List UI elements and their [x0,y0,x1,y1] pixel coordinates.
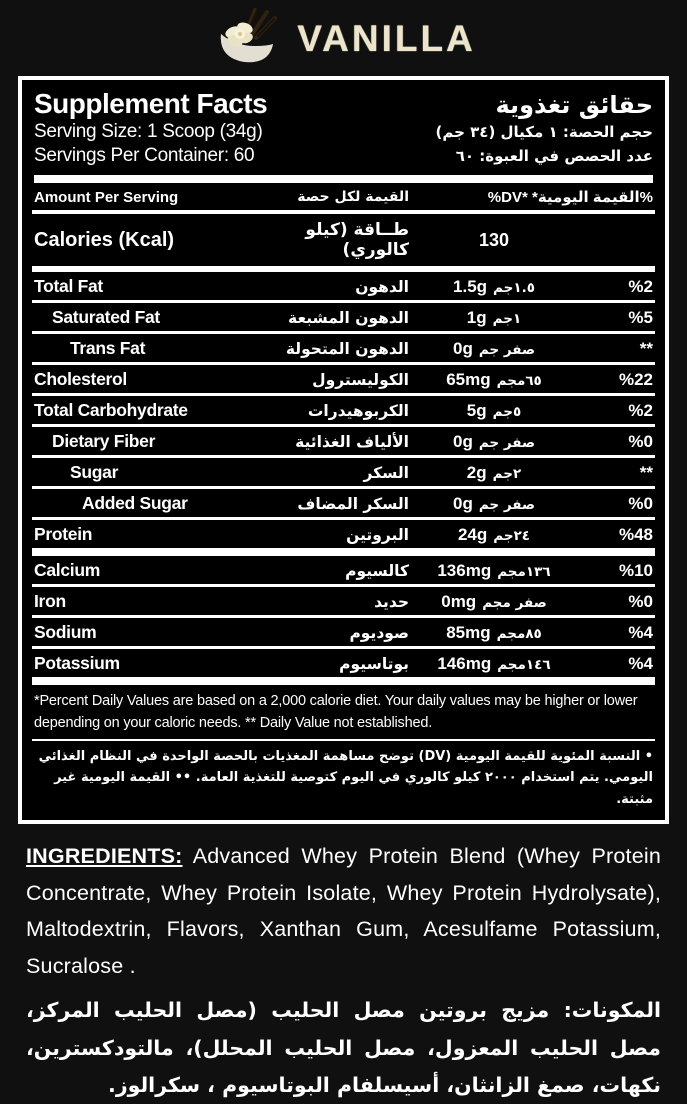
nutrient-amount-ar: ٥جم [492,403,522,420]
nutrient-name-en: Trans Fat [70,338,146,358]
nutrient-amount [409,277,579,297]
nutrient-amount-ar: ٨٥مجم [496,625,542,642]
nutrient-amount-en: 1.5g [453,276,488,296]
flavor-header [0,0,687,72]
nutrient-row [32,365,655,396]
nutrient-row [32,427,655,458]
nutrient-dv: %4 [628,622,653,642]
nutrient-name-en: Total Carbohydrate [34,400,188,420]
ingredients-text-ar: مزيج بروتين مصل الحليب (مصل الحليب المركز، مصل الحليب المعزول، مصل الحليب المحلل)، مالتودكسترين، نكهات، صمغ الزانثان، أسيسلفام البوتاسيوم ، سكرالوز. [26,998,661,1098]
header-amount-ar: القيمة لكل حصة [297,189,409,205]
nutrient-name-ar: بوتاسيوم [339,654,409,673]
nutrient-amount-en: 85mg [446,622,491,642]
nutrient-name-en: Total Fat [34,276,103,296]
nutrient-name-ar: الألياف الغذائية [295,432,409,451]
nutrient-name-en: Calcium [34,560,100,580]
serving-size-row [32,120,655,144]
nutrient-amount [409,623,579,643]
nutrient-dv: %0 [628,493,653,513]
nutrient-row [32,520,655,556]
nutrient-name-ar: السكر المضاف [297,494,409,513]
nutrient-name-en: Dietary Fiber [52,431,156,451]
separator-bar [34,175,653,183]
nutrient-dv: %2 [628,276,653,296]
nutrient-row [32,334,655,365]
nutrient-amount [409,339,579,359]
nutrient-amount [409,525,579,545]
footnote-ar: • النسبة المئوية للقيمة اليومية (DV) توضح مساهمة المغذيات بالحصة الواحدة في النظام الغذائي اليومي. يتم استخدام ٢٠٠٠ كيلو كالوري في اليوم كتوصية للتغذية العامة. •• القيمة اليومية غير مثبتة. [38,748,653,807]
nutrient-amount-ar: صفر جم [478,341,536,358]
supplement-facts-panel [18,76,669,824]
nutrient-name-ar: السكر [363,463,409,482]
nutrient-name-ar: حديد [374,592,409,611]
nutrient-amount-en: 65mg [446,369,491,389]
nutrient-name-en: Sugar [70,462,119,482]
nutrient-name-en: Sodium [34,622,97,642]
calories-name-ar: طــاقة (كيلو كالوري) [305,220,409,260]
nutrient-name-en: Cholesterol [34,369,127,389]
nutrient-dv: ** [639,462,653,482]
nutrient-name-ar: كالسيوم [345,561,409,580]
nutrient-amount-ar: ١٣٦مجم [497,563,551,580]
nutrient-amount [409,432,579,452]
nutrient-row [32,303,655,334]
serving-size-ar: حجم الحصة: ١ مكيال (٣٤ جم) [435,123,653,141]
nutrient-dv: %48 [618,524,653,544]
nutrient-amount-ar: ١جم [492,310,522,327]
nutrient-row [32,649,655,685]
nutrient-name-en: Potassium [34,653,120,673]
nutrient-amount [409,308,579,328]
nutrient-dv: ** [639,338,653,358]
servings-per-container-en: Servings Per Container: 60 [34,145,255,166]
nutrient-dv: %0 [628,591,653,611]
nutrient-dv: %10 [618,560,653,580]
nutrient-row [32,458,655,489]
nutrient-name-ar: الدهون المشبعة [288,308,409,327]
nutrient-amount-en: 24g [457,524,488,544]
nutrient-row [32,272,655,303]
nutrient-amount [409,592,579,612]
panel-title-ar: حقائق تغذوية [495,91,653,119]
nutrient-amount-en: 0g [452,493,473,513]
nutrient-dv: %0 [628,431,653,451]
nutrient-name-ar: صوديوم [349,623,409,642]
nutrient-name-ar: البروتين [346,525,409,544]
table-header-row [32,183,655,214]
ingredients-label-ar: المكونات: [563,998,661,1023]
nutrient-amount-en: 136mg [437,560,492,580]
serving-size-en: Serving Size: 1 Scoop (34g) [34,121,263,142]
nutrient-amount [409,561,579,581]
nutrient-amount-en: 5g [466,400,487,420]
nutrient-row [32,556,655,587]
nutrient-row [32,489,655,520]
nutrient-amount-ar: ٢جم [492,465,522,482]
vanilla-bowl-flower-icon [211,6,291,73]
ingredients-ar [26,992,661,1104]
calories-value: 130 [478,229,510,250]
nutrient-amount [409,370,579,390]
flavor-title: VANILLA [297,18,476,59]
nutrient-amount-en: 0mg [441,591,477,611]
nutrient-amount [409,463,579,483]
nutrient-name-en: Protein [34,524,93,544]
nutrient-row [32,618,655,649]
nutrient-name-ar: الدهون [355,277,409,296]
nutrient-amount-en: 0g [452,338,473,358]
nutrient-name-en: Iron [34,591,66,611]
calories-row [32,214,655,272]
nutrient-amount [409,401,579,421]
ingredients-label-en: INGREDIENTS: [26,844,183,869]
panel-title-row [32,86,655,120]
nutrient-amount [409,494,579,514]
nutrient-dv: %2 [628,400,653,420]
nutrient-row [32,587,655,618]
servings-per-container-ar: عدد الحصص في العبوة: ٦٠ [455,147,653,165]
nutrient-amount-en: 1g [466,307,487,327]
ingredients-section [0,824,687,1104]
ingredients-text-en: Advanced Whey Protein Blend (Whey Protein Concentrate, Whey Protein Isolate, Whey Protein Hydrolysate), Maltodextrin, Flavors, Xanthan Gum, Acesulfame Potassium, Sucralose . [26,844,661,978]
ingredients-en [26,838,661,984]
nutrient-amount-ar: صفر جم [478,434,536,451]
nutrient-amount-ar: صفر مجم [482,594,547,611]
nutrient-name-ar: الكربوهيدرات [307,401,409,420]
nutrient-amount-ar: ٦٥مجم [496,372,542,389]
nutrient-row [32,396,655,427]
nutrient-rows [32,272,655,685]
nutrient-amount-en: 0g [452,431,473,451]
nutrient-amount-ar: ١٤٦مجم [497,656,551,673]
servings-per-container-row [32,144,655,168]
nutrient-amount [409,654,579,674]
nutrient-name-ar: الكوليسترول [312,370,409,389]
nutrient-name-en: Saturated Fat [52,307,160,327]
nutrient-amount-ar: ١.٥جم [493,279,535,296]
nutrient-dv: %22 [618,369,653,389]
nutrient-amount-ar: ٢٤جم [493,527,531,544]
footnote-en: *Percent Daily Values are based on a 2,000 calorie diet. Your daily values may be higher or lower depending on your caloric needs. ** Daily Value not established. [32,685,655,741]
nutrient-dv: %5 [628,307,653,327]
calories-name-en: Calories (Kcal) [34,228,175,251]
nutrient-amount-en: 146mg [437,653,492,673]
header-daily-value: %DV* *القيمة اليومية% [487,189,653,206]
nutrient-name-ar: الدهون المتحولة [285,339,409,358]
nutrient-name-en: Added Sugar [82,493,188,513]
panel-title-en: Supplement Facts [34,88,268,119]
header-amount-per-serving: Amount Per Serving [34,188,179,206]
nutrient-amount-en: 2g [466,462,487,482]
nutrient-amount-ar: صفر جم [478,496,536,513]
nutrient-dv: %4 [628,653,653,673]
